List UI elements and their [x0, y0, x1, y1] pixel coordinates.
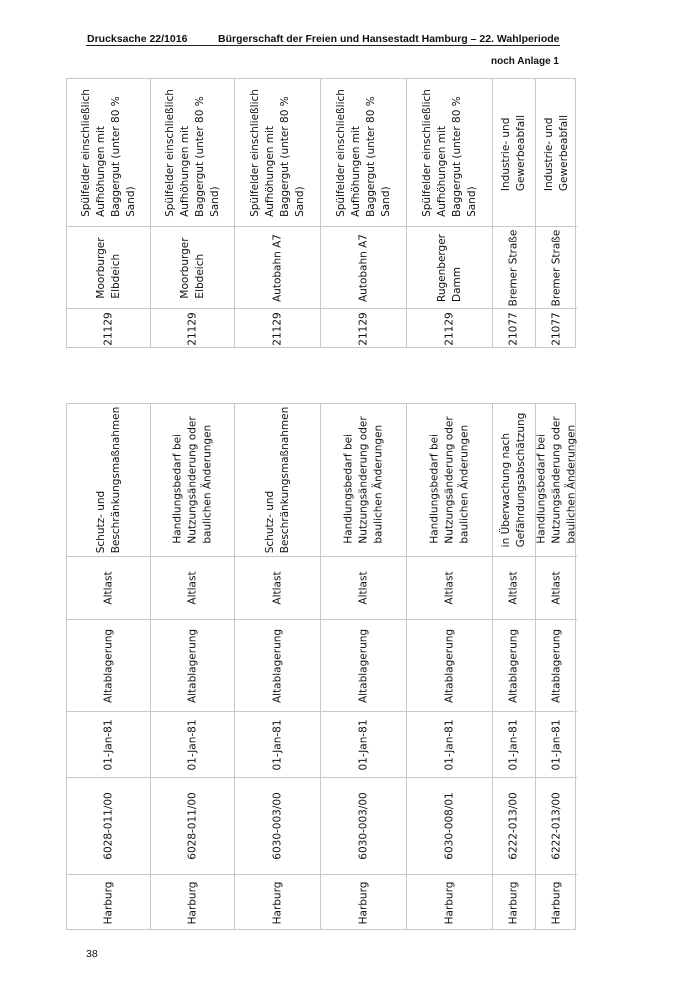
table-row — [235, 404, 321, 929]
date-text: 01-Jan-81 — [102, 718, 114, 771]
cell-plz — [407, 309, 492, 349]
plz-text: 21129 — [443, 312, 455, 346]
description-text: Spülfelder einschließlich Aufhöhungen mit Baggergut (unter 80 % Sand) — [248, 88, 306, 217]
table-row — [493, 79, 536, 347]
plz-text: 21077 — [507, 312, 520, 346]
cell-plz — [67, 309, 150, 349]
cell-category — [493, 557, 535, 620]
cell-category — [67, 557, 150, 620]
date-text: 01-Jan-81 — [443, 718, 455, 771]
cell-id — [151, 778, 234, 875]
description-text: Industrie- und Gewerbeabfall — [500, 114, 527, 191]
date-text: 01-Jan-81 — [507, 718, 520, 771]
description-text: Spülfelder einschließlich Aufhöhungen mit Baggergut (unter 80 % Sand) — [420, 88, 478, 217]
cell-location — [67, 227, 150, 309]
id-text: 6028-011/00 — [186, 792, 198, 860]
cell-location — [407, 227, 492, 309]
category-text: Altlast — [357, 571, 369, 605]
id-text: 6222-013/00 — [507, 792, 520, 860]
cell-category — [235, 557, 320, 620]
cell-location — [235, 227, 320, 309]
category-text: Altlast — [550, 571, 562, 605]
type-text: Altablagerung — [507, 628, 520, 703]
district-text: Harburg — [507, 881, 520, 925]
description-text: Spülfelder einschließlich Aufhöhungen mit Baggergut (unter 80 % Sand) — [79, 88, 137, 217]
cell-location — [493, 227, 535, 309]
header-rule — [86, 45, 560, 46]
table-bottom — [66, 403, 576, 930]
date-text: 01-Jan-81 — [186, 718, 198, 771]
cell-status — [235, 404, 320, 557]
cell-type — [536, 620, 577, 712]
cell-location — [536, 227, 577, 309]
parliament-title: Bürgerschaft der Freien und Hansestadt Hamburg – 22. Wahlperiode — [218, 33, 560, 45]
category-text: Altlast — [443, 571, 455, 605]
type-text: Altablagerung — [550, 628, 562, 703]
document-number: Drucksache 22/1016 — [87, 33, 188, 45]
location-text: Autobahn A7 — [271, 233, 283, 302]
district-text: Harburg — [550, 881, 562, 925]
cell-description — [536, 79, 577, 227]
cell-type — [407, 620, 492, 712]
district-text: Harburg — [271, 881, 283, 925]
description-text: Spülfelder einschließlich Aufhöhungen mit Baggergut (unter 80 % Sand) — [163, 88, 221, 217]
table-row — [493, 404, 536, 929]
cell-id — [235, 778, 320, 875]
plz-text: 21129 — [357, 312, 369, 346]
cell-id — [67, 778, 150, 875]
cell-category — [321, 557, 406, 620]
table-row — [151, 404, 235, 929]
district-text: Harburg — [102, 881, 114, 925]
type-text: Altablagerung — [443, 628, 455, 703]
cell-district — [493, 875, 535, 931]
description-text: Spülfelder einschließlich Aufhöhungen mit Baggergut (unter 80 % Sand) — [334, 88, 392, 217]
cell-description — [235, 79, 320, 227]
cell-description — [151, 79, 234, 227]
type-text: Altablagerung — [357, 628, 369, 703]
district-text: Harburg — [443, 881, 455, 925]
status-text: Handlungsbedarf bei Nutzungsänderung oder baulichen Änderungen — [428, 416, 470, 544]
cell-description — [493, 79, 535, 227]
cell-date — [321, 712, 406, 778]
cell-district — [407, 875, 492, 931]
cell-status — [321, 404, 406, 557]
status-text: Handlungsbedarf bei Nutzungsänderung oder baulichen Änderungen — [342, 416, 384, 544]
cell-date — [407, 712, 492, 778]
location-text: Moorburger Elbdeich — [94, 236, 122, 299]
location-text: Autobahn A7 — [357, 233, 369, 302]
category-text: Altlast — [271, 571, 283, 605]
table-row — [407, 404, 493, 929]
date-text: 01-Jan-81 — [550, 718, 562, 771]
cell-plz — [151, 309, 234, 349]
cell-district — [235, 875, 320, 931]
cell-district — [151, 875, 234, 931]
cell-district — [536, 875, 577, 931]
table-row — [67, 79, 151, 347]
district-text: Harburg — [357, 881, 369, 925]
cell-category — [407, 557, 492, 620]
status-text: Handlungsbedarf bei Nutzungsänderung oder baulichen Änderungen — [535, 416, 577, 544]
cell-date — [536, 712, 577, 778]
cell-description — [407, 79, 492, 227]
table-top — [66, 78, 576, 348]
type-text: Altablagerung — [271, 628, 283, 703]
location-text: Bremer Straße — [507, 229, 520, 306]
plz-text: 21077 — [550, 312, 562, 346]
cell-status — [407, 404, 492, 557]
cell-plz — [235, 309, 320, 349]
cell-plz — [321, 309, 406, 349]
date-text: 01-Jan-81 — [357, 718, 369, 771]
description-text: Industrie- und Gewerbeabfall — [542, 114, 570, 191]
cell-status — [536, 404, 577, 557]
cell-description — [321, 79, 406, 227]
cell-date — [151, 712, 234, 778]
cell-description — [67, 79, 150, 227]
category-text: Altlast — [507, 571, 520, 605]
cell-type — [151, 620, 234, 712]
table-row — [321, 79, 407, 347]
type-text: Altablagerung — [102, 628, 114, 703]
table-row — [67, 404, 151, 929]
table-row — [235, 79, 321, 347]
cell-id — [493, 778, 535, 875]
cell-type — [67, 620, 150, 712]
cell-district — [321, 875, 406, 931]
location-text: Moorburger Elbdeich — [178, 236, 206, 299]
cell-date — [235, 712, 320, 778]
district-text: Harburg — [186, 881, 198, 925]
cell-category — [151, 557, 234, 620]
cell-type — [493, 620, 535, 712]
plz-text: 21129 — [186, 312, 198, 346]
cell-location — [321, 227, 406, 309]
cell-status — [67, 404, 150, 557]
cell-plz — [493, 309, 535, 349]
cell-district — [67, 875, 150, 931]
cell-id — [407, 778, 492, 875]
table-row — [536, 79, 577, 347]
table-row — [151, 79, 235, 347]
location-text: Bremer Straße — [550, 229, 562, 306]
id-text: 6030-003/00 — [357, 792, 369, 860]
cell-id — [536, 778, 577, 875]
cell-status — [151, 404, 234, 557]
status-text: Handlungsbedarf bei Nutzungsänderung oder baulichen Änderungen — [171, 416, 213, 544]
cell-id — [321, 778, 406, 875]
annex-label: noch Anlage 1 — [491, 56, 559, 67]
status-text: Schutz- und Beschränkungsmaßnahmen — [263, 406, 291, 554]
plz-text: 21129 — [271, 312, 283, 346]
id-text: 6030-003/00 — [271, 792, 283, 860]
cell-plz — [536, 309, 577, 349]
cell-location — [151, 227, 234, 309]
cell-status — [493, 404, 535, 557]
table-row — [407, 79, 493, 347]
cell-category — [536, 557, 577, 620]
location-text: Rugenberger Damm — [435, 233, 463, 302]
table-row — [321, 404, 407, 929]
date-text: 01-Jan-81 — [271, 718, 283, 771]
plz-text: 21129 — [102, 312, 114, 346]
cell-date — [493, 712, 535, 778]
cell-type — [235, 620, 320, 712]
id-text: 6030-008/01 — [443, 792, 455, 860]
category-text: Altlast — [102, 571, 114, 605]
status-text: Schutz- und Beschränkungsmaßnahmen — [94, 406, 122, 554]
id-text: 6028-011/00 — [102, 792, 114, 860]
table-row — [536, 404, 577, 929]
cell-type — [321, 620, 406, 712]
type-text: Altablagerung — [186, 628, 198, 703]
id-text: 6222-013/00 — [550, 792, 562, 860]
cell-date — [67, 712, 150, 778]
category-text: Altlast — [186, 571, 198, 605]
status-text: in Überwachung nach Gefährdungsabschätzung — [500, 412, 527, 548]
page-number: 38 — [86, 948, 98, 960]
